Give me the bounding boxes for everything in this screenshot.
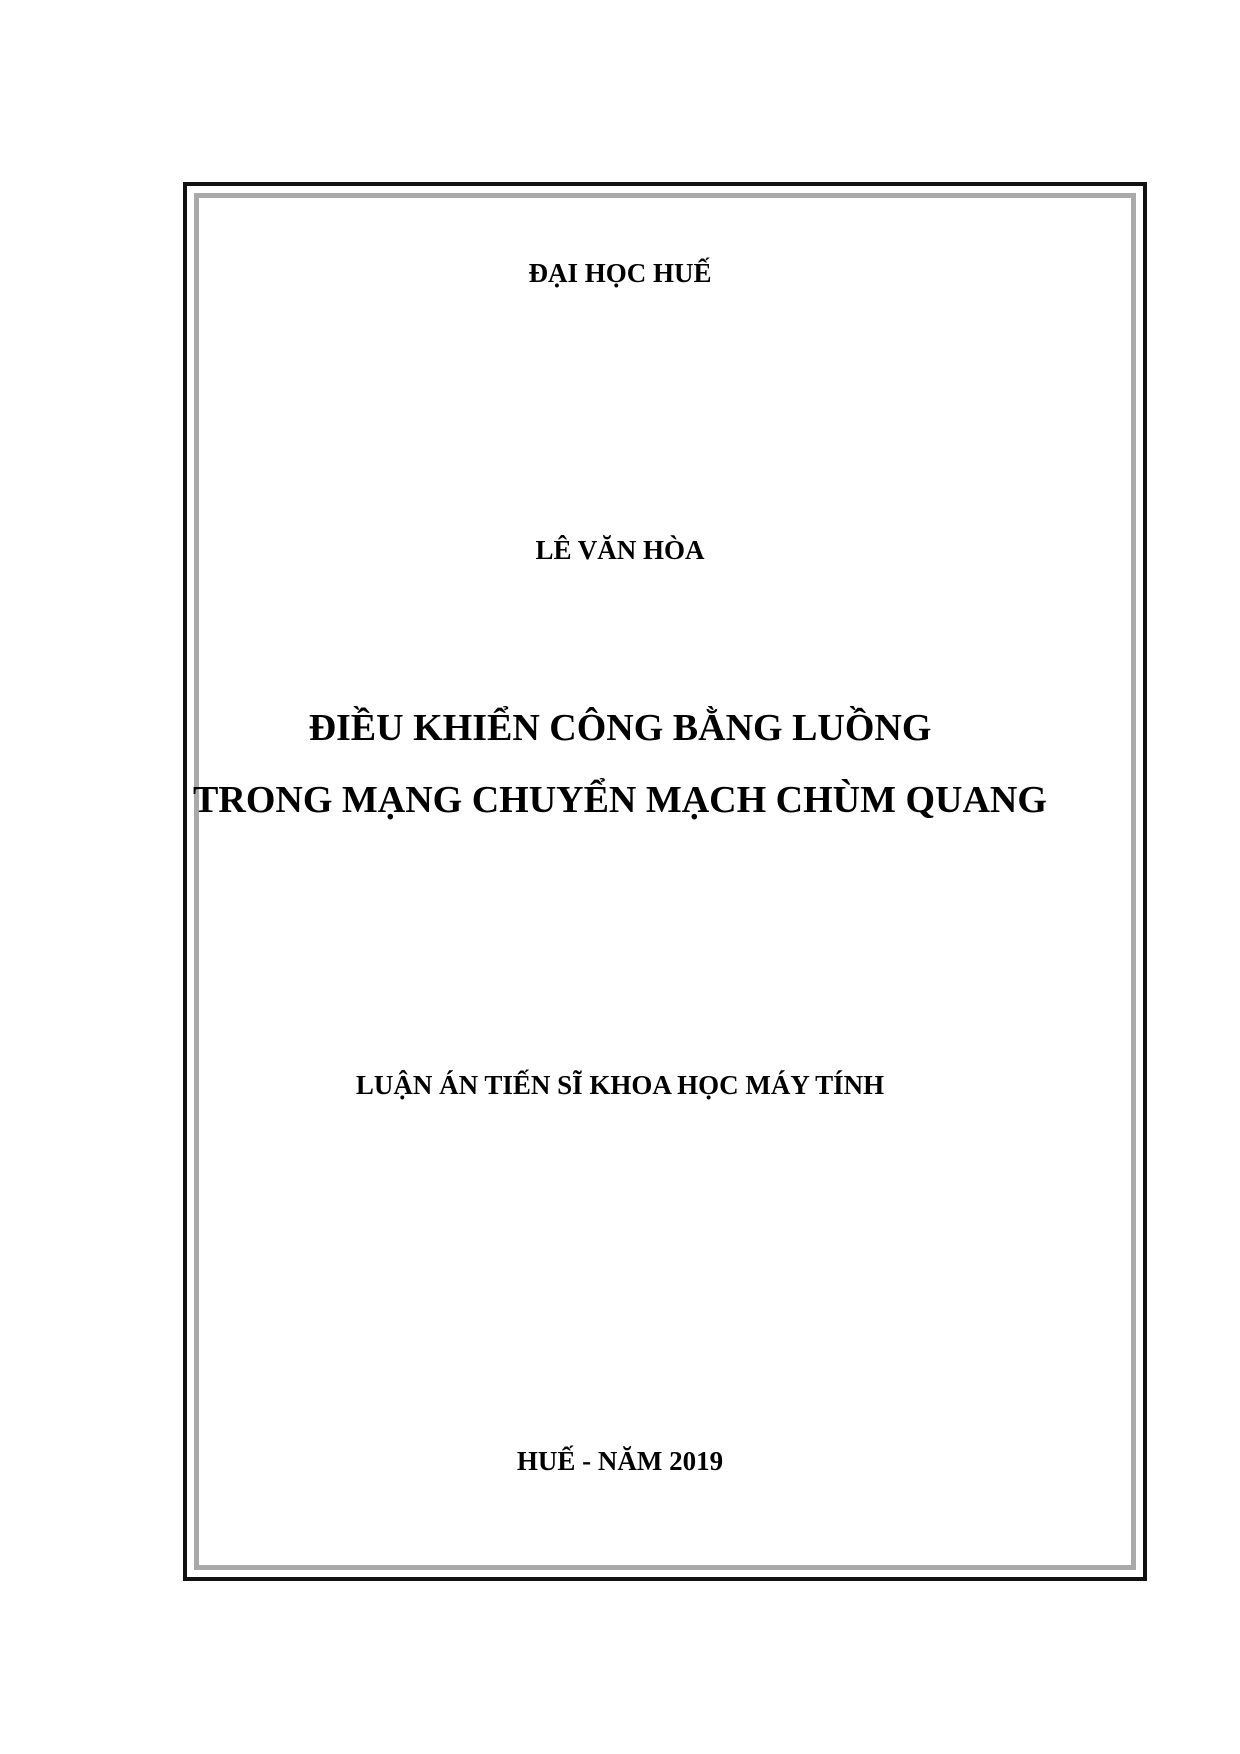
author-name: LÊ VĂN HÒA (535, 535, 705, 565)
degree-type: LUẬN ÁN TIẾN SĨ KHOA HỌC MÁY TÍNH (355, 1070, 885, 1100)
thesis-title-line-2: TRONG MẠNG CHUYỂN MẠCH CHÙM QUANG (193, 779, 1047, 821)
university-name: ĐẠI HỌC HUẾ (528, 258, 712, 288)
thesis-title-line-1: ĐIỀU KHIỂN CÔNG BẰNG LUỒNG (308, 707, 932, 749)
place-and-year: HUẾ - NĂM 2019 (516, 1446, 724, 1476)
cover-inner-border (194, 193, 1136, 1570)
cover-outer-border (183, 182, 1147, 1581)
